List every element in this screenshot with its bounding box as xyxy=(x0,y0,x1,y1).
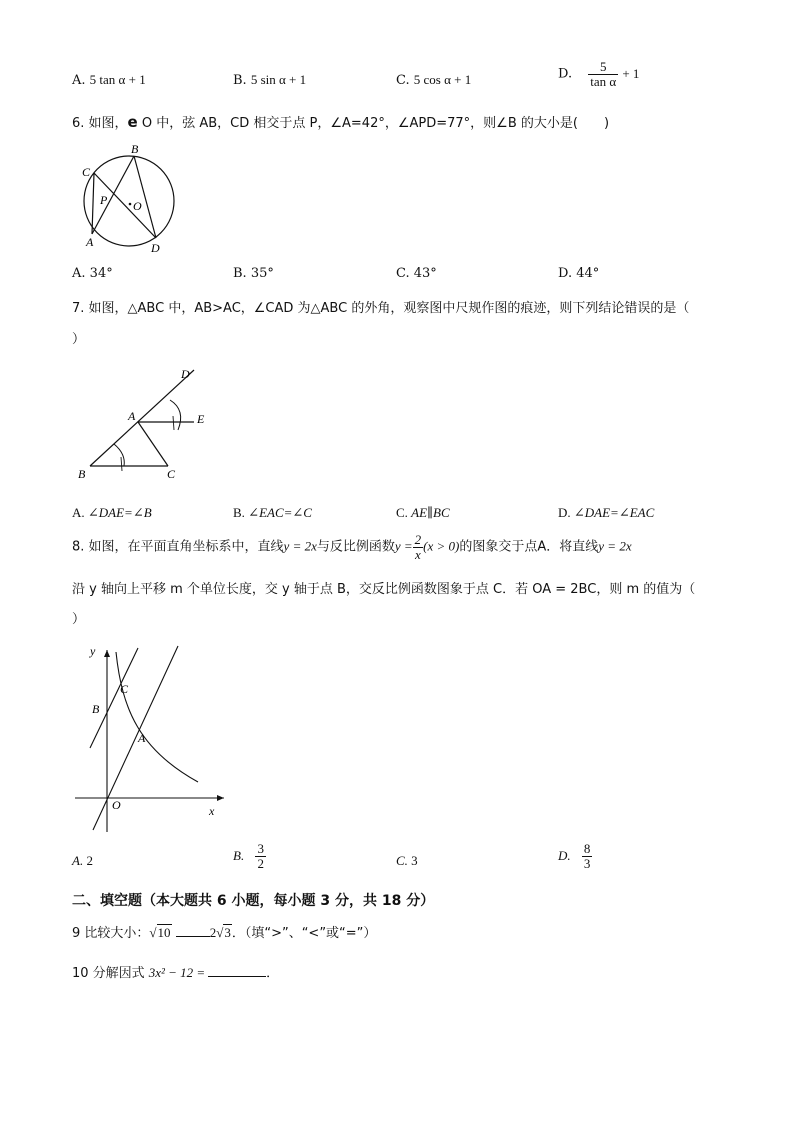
function-condition: (x > 0) xyxy=(423,538,460,554)
q8-option-b xyxy=(233,842,266,870)
label-d: D xyxy=(181,367,190,381)
option-label: A. xyxy=(72,266,86,281)
q6-option-d xyxy=(558,266,599,281)
label-b: B xyxy=(131,142,139,156)
label-c: C xyxy=(82,165,91,179)
q8-stem-line2: 沿 y 轴向上平移 m 个单位长度，交 y 轴于点 B，交反比例函数图象于点 C．若 OA = 2BC，则 m 的值为（ xyxy=(72,582,696,597)
center-point xyxy=(129,203,132,206)
line-equation-2: y = 2x xyxy=(598,538,632,554)
fraction-denominator: tan α xyxy=(590,73,617,89)
radicand: 3 xyxy=(224,925,231,940)
q6-stem xyxy=(72,112,609,131)
y-axis-arrow xyxy=(104,650,110,657)
option-text: 44° xyxy=(576,266,600,281)
q7-figure-triangle xyxy=(72,360,222,482)
q7-option-b xyxy=(233,505,312,521)
label-a: A xyxy=(128,409,136,423)
option-fraction xyxy=(582,842,593,870)
q10-question xyxy=(72,962,279,981)
option-label: B. xyxy=(233,266,247,281)
fraction-numerator: 2 xyxy=(414,532,422,547)
option-fraction xyxy=(255,842,266,870)
ray-bd xyxy=(90,370,194,466)
arc-at-b xyxy=(114,444,124,466)
option-label: A. xyxy=(72,853,84,868)
q6-stem-rest: O 中，弦 AB，CD 相交于点 P，∠A=42°，∠APD=77°，则∠B 的大小是( ) xyxy=(137,116,610,131)
q8-stem-line3: ） xyxy=(72,612,86,627)
hyperbola-curve xyxy=(116,652,198,782)
function-lhs: y = xyxy=(394,538,413,554)
radicand: 10 xyxy=(157,925,171,940)
option-text: 2 xyxy=(86,853,93,868)
q8-stem-line1 xyxy=(72,533,632,561)
label-x: x xyxy=(209,804,215,818)
label-d: D xyxy=(151,241,160,255)
option-label: C. xyxy=(396,73,410,88)
q7-stem-line2: ） xyxy=(72,332,86,347)
arc-tick-b xyxy=(121,457,122,471)
option-text: 43° xyxy=(413,266,437,281)
q5-option-a xyxy=(72,72,146,88)
q7-option-c xyxy=(396,505,450,521)
q8-figure-graph xyxy=(70,640,230,835)
option-label: B. xyxy=(233,505,245,520)
q8-option-c xyxy=(396,853,418,869)
option-text: 5 tan α + 1 xyxy=(89,72,146,87)
q7-option-d xyxy=(558,505,654,521)
option-label: D. xyxy=(558,848,571,864)
option-fraction xyxy=(588,60,618,88)
option-label: B. xyxy=(233,73,247,88)
answer-blank[interactable] xyxy=(176,936,210,937)
q9-prefix: 9 比较大小： xyxy=(72,926,150,941)
option-label: C. xyxy=(396,266,410,281)
expression: 3x² − 12 = xyxy=(148,965,206,980)
circle-symbol: e xyxy=(127,113,138,131)
chord-ca xyxy=(92,173,94,234)
q8-stem-part2: 与反比例函数 xyxy=(316,539,395,555)
fraction-denominator: 3 xyxy=(583,855,591,871)
label-p: P xyxy=(100,193,108,207)
label-e: E xyxy=(197,412,205,426)
q10-suffix: ． xyxy=(266,966,280,981)
q6-stem-prefix: 6. 如图， xyxy=(72,116,128,131)
line-shifted xyxy=(90,648,138,748)
label-b: B xyxy=(78,467,86,481)
option-label: A. xyxy=(72,505,85,520)
q6-option-c xyxy=(396,266,437,281)
label-b: B xyxy=(92,702,100,716)
fraction-denominator: 2 xyxy=(257,855,264,871)
option-label: D. xyxy=(558,66,573,82)
option-label: D. xyxy=(558,505,571,520)
label-a: A xyxy=(86,235,94,249)
option-label: D. xyxy=(558,266,573,281)
line-y-2x xyxy=(93,646,178,830)
label-o: O xyxy=(112,798,121,812)
q5-option-d xyxy=(558,60,639,88)
fraction-numerator: 3 xyxy=(257,841,264,856)
option-text: 5 cos α + 1 xyxy=(413,72,472,87)
q7-option-a xyxy=(72,505,152,521)
option-label: C. xyxy=(396,505,408,520)
option-label: A. xyxy=(72,73,86,88)
x-axis-arrow xyxy=(217,795,224,801)
option-text: AE∥BC xyxy=(411,505,450,520)
option-label: C. xyxy=(396,853,408,868)
option-text: 35° xyxy=(250,266,274,281)
answer-blank[interactable] xyxy=(208,976,266,977)
q7-stem-line1: 7. 如图，△ABC 中，AB>AC，∠CAD 为△ABC 的外角，观察图中尺规作图的痕迹，则下列结论错误的是（ xyxy=(72,301,690,316)
fraction-denominator: x xyxy=(413,547,424,562)
side-ac xyxy=(138,422,168,466)
option-label: B. xyxy=(233,848,245,864)
label-c: C xyxy=(120,682,129,696)
q6-option-b xyxy=(233,266,274,281)
option-text: ∠DAE=∠EAC xyxy=(573,505,655,520)
q9-question xyxy=(72,922,376,941)
q8-stem-part1: 8. 如图，在平面直角坐标系中，直线 xyxy=(72,539,284,555)
option-text: 3 xyxy=(411,853,418,868)
option-text: ∠DAE=∠B xyxy=(87,505,152,520)
option-tail: + 1 xyxy=(622,66,640,82)
sqrt-10: √10 xyxy=(149,925,171,940)
q8-option-d xyxy=(558,842,592,870)
q10-prefix: 10 分解因式 xyxy=(72,966,145,981)
option-text: ∠EAC=∠C xyxy=(248,505,312,520)
label-a: A xyxy=(138,731,146,745)
option-text: 5 sin α + 1 xyxy=(250,72,307,87)
q9-suffix: ．（填“>”、“<”或“=”） xyxy=(231,926,377,941)
q6-figure-circle xyxy=(72,140,187,260)
circle-o xyxy=(84,156,174,246)
q5-option-c xyxy=(396,72,471,88)
line-equation: y = 2x xyxy=(283,538,317,554)
label-o: O xyxy=(133,199,142,213)
q8-stem-part3: 的图象交于点A．将直线 xyxy=(459,539,599,555)
coefficient: 2 xyxy=(209,925,217,940)
section-title: 二、填空题（本大题共 6 小题，每小题 3 分，共 18 分） xyxy=(72,893,435,909)
q8-option-a xyxy=(72,853,93,869)
q5-option-b xyxy=(233,72,306,88)
q6-option-a xyxy=(72,266,113,281)
arc-tick-a xyxy=(173,416,174,430)
option-text: 34° xyxy=(89,266,113,281)
arc-at-a xyxy=(170,400,181,430)
label-c: C xyxy=(167,467,176,481)
function-fraction xyxy=(413,533,424,561)
fraction-numerator: 5 xyxy=(599,59,607,74)
label-y: y xyxy=(90,644,96,658)
fraction-numerator: 8 xyxy=(583,841,591,856)
sqrt-3: √3 xyxy=(216,925,231,940)
